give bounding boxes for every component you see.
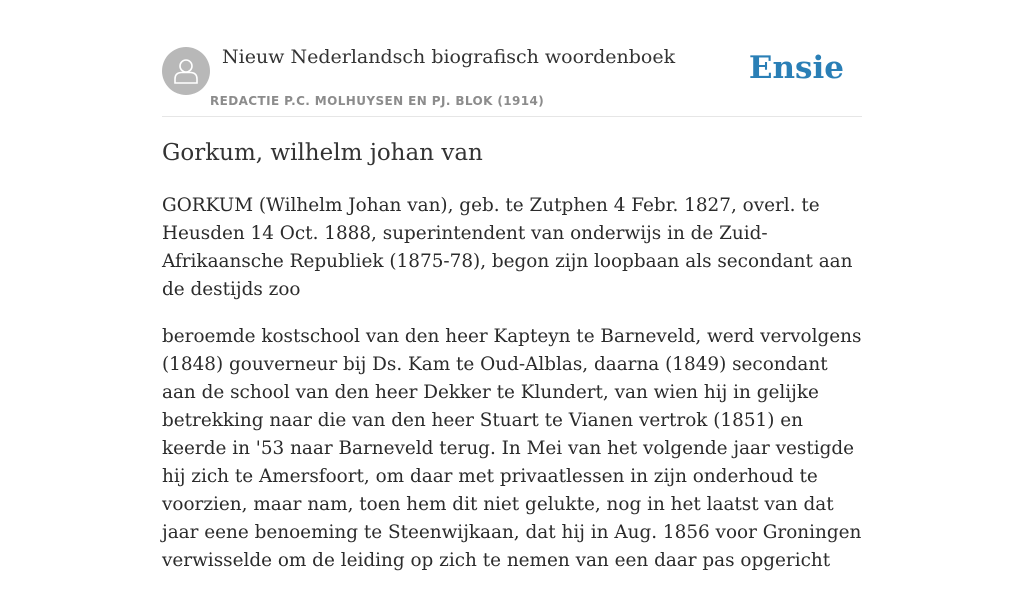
page xyxy=(162,0,862,571)
header xyxy=(162,0,862,117)
avatar[interactable] xyxy=(162,47,210,95)
user-icon xyxy=(173,57,199,85)
entry-paragraph: GORKUM (Wilhelm Johan van), geb. te Zutphen 4 Febr. 1827, overl. te Heusden 14 Oct. 1888, superintendent van onderwijs in de Zuid-Afrikaansche Republiek (1875-78), begon zijn loopbaan als secondant aan de destijds zoo xyxy=(162,195,853,300)
ensie-logo[interactable]: Ensie xyxy=(748,50,844,86)
book-subtitle: REDACTIE P.C. MOLHUYSEN EN PJ. BLOK (1914) xyxy=(210,94,545,108)
entry-title: Gorkum, wilhelm johan van xyxy=(162,140,483,166)
book-title[interactable]: Nieuw Nederlandsch biografisch woordenboek xyxy=(222,46,676,68)
entry-paragraph: beroemde kostschool van den heer Kapteyn te Barneveld, werd vervolgens (1848) gouverneur bij Ds. Kam te Oud-Alblas, daarna (1849) secondant aan de school van den heer Dekker te Klundert, van wien hij in gelijke betrekking naar die van den heer Stuart te Vianen vertrok (1851) en keerde in '53 naar Barneveld terug. In Mei van het volgende jaar vestigde hij zich te Amersfoort, om daar met privaatlessen in zijn onderhoud te voorzien, maar nam, toen hem dit niet gelukte, nog in het laatst van dat jaar eene benoeming te Steenwijkaan, dat hij in Aug. 1856 voor Groningen verwisselde om de leiding op zich te nemen van een daar pas opgericht xyxy=(162,326,862,571)
entry-content xyxy=(162,192,862,594)
